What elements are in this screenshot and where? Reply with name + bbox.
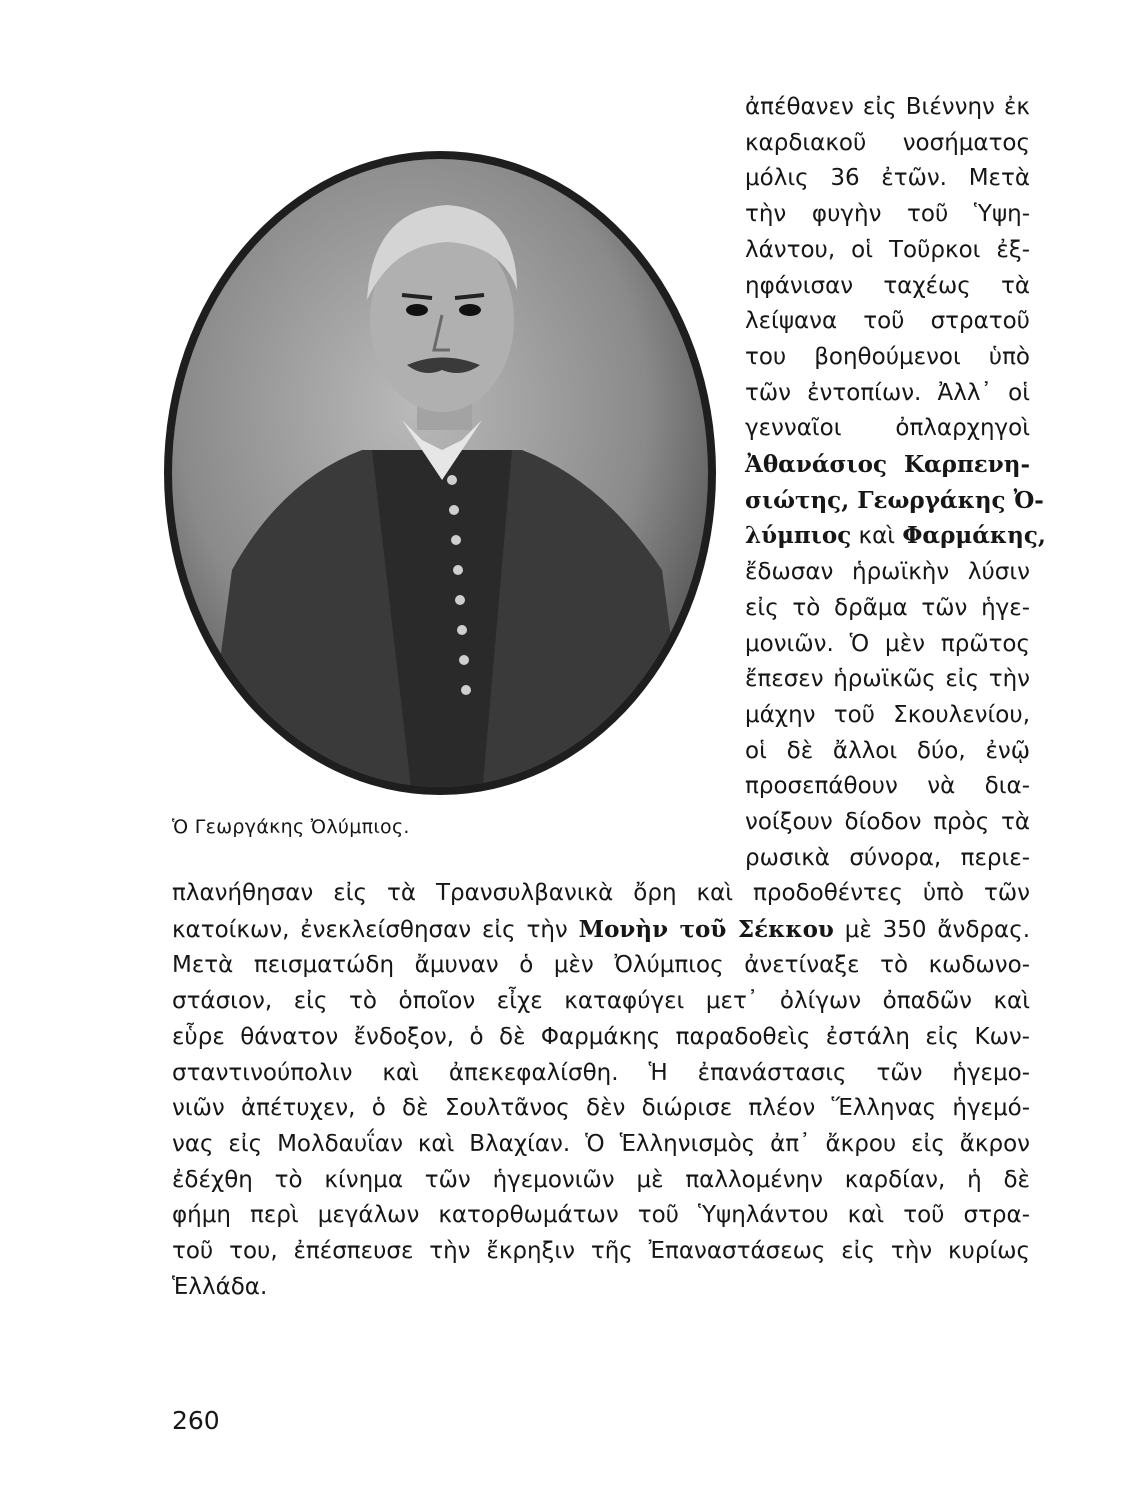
text-line: γενναῖοι ὀπλαρχηγοὶ [745, 415, 1030, 442]
text-line: νας εἰς Μολδαυΐαν καὶ Βλαχίαν. Ὁ Ἑλληνισμὸς ἀπ᾽ ἄκρου εἰς ἄκρον [172, 1130, 1030, 1157]
names-line: Ἀθανάσιος Καρπενη- [745, 451, 1030, 479]
text-line: προσεπάθουν νὰ δια- [745, 773, 1030, 800]
text-line: τοῦ του, ἐπέσπευσε τὴν ἔκρηξιν τῆς Ἐπαναστάσεως εἰς τὴν κυρίως [172, 1238, 1030, 1265]
text-line: οἱ δὲ ἄλλοι δύο, ἐνῷ [745, 737, 1030, 764]
text-line: Μετὰ πεισματώδη ἄμυναν ὁ μὲν Ὀλύμπιος ἀνετίναξε τὸ κωδωνο- [172, 952, 1030, 979]
text-line: μάχην τοῦ Σκουλενίου, [745, 701, 1030, 728]
text-line: καρδιακοῦ νοσήματος [745, 129, 1030, 156]
text-line: λάντου, οἱ Τοῦρκοι ἐξ- [745, 236, 1030, 263]
text-line: σταντινούπολιν καὶ ἀπεκεφαλίσθη. Ἡ ἐπανάστασις τῶν ἡγεμο- [172, 1059, 1030, 1086]
text-line: ἀπέθανεν εἰς Βιέννην ἐκ [745, 94, 1030, 120]
name-olympios: λύμπιος [745, 522, 852, 550]
text-line: ἔδωσαν ἡρωϊκὴν λύσιν [745, 559, 1030, 586]
text-line: νιῶν ἀπέτυχεν, ὁ δὲ Σουλτᾶνος δὲν διώρισε πλέον Ἕλληνας ἡγεμό- [172, 1095, 1030, 1122]
text-segment: κατοίκων, ἐνεκλείσθησαν εἰς τὴν [172, 916, 579, 943]
text-line: λείψανα τοῦ στρατοῦ [745, 308, 1030, 335]
text-line: στάσιον, εἰς τὸ ὁποῖον εἶχε καταφύγει μετ᾽ ὀλίγων ὀπαδῶν καὶ [172, 988, 1030, 1015]
text-segment: μὲ 350 ἄνδρας. [833, 916, 1031, 943]
text-line: τὴν φυγὴν τοῦ Ὑψη- [745, 201, 1030, 228]
text-line: μονιῶν. Ὁ μὲν πρῶτος [745, 630, 1030, 657]
text-line [172, 912, 1030, 949]
text-line: του βοηθούμενοι ὑπὸ [745, 343, 1030, 370]
names-line: σιώτης, Γεωργάκης Ὀ- [745, 486, 1044, 514]
text-line: φήμη περὶ μεγάλων κατορθωμάτων τοῦ Ὑψηλάντου καὶ τοῦ στρα- [172, 1202, 1030, 1229]
text-line: πλανήθησαν εἰς τὰ Τρανσυλβανικὰ ὄρη καὶ προδοθέντες ὑπὸ τῶν [172, 880, 1030, 906]
conjunction: καὶ [851, 523, 903, 550]
text-line: ἐδέχθη τὸ κίνημα τῶν ἡγεμονιῶν μὲ παλλομένην καρδίαν, ἡ δὲ [172, 1166, 1030, 1193]
text-line-last: Ἑλλάδα. [172, 1273, 268, 1300]
text-line: τῶν ἐντοπίων. Ἀλλ᾽ οἱ [745, 379, 1030, 406]
monastery-name: Μονὴν τοῦ Σέκκου [578, 915, 834, 943]
full-width-text [172, 876, 1030, 1305]
text-line: ρωσικὰ σύνορα, περιε- [745, 844, 1030, 871]
text-line: ηφάνισαν ταχέως τὰ [745, 272, 1030, 299]
portrait-illustration [162, 150, 718, 796]
text-line: ἔπεσεν ἡρωϊκῶς εἰς τὴν [745, 666, 1030, 693]
text-line: εὗρε θάνατον ἔνδοξον, ὁ δὲ Φαρμάκης παραδοθεὶς ἐστάλη εἰς Κων- [172, 1023, 1030, 1050]
text-line: εἰς τὸ δρᾶμα τῶν ἡγε- [745, 594, 1030, 621]
names-line [745, 518, 1046, 555]
page-number: 260 [172, 1406, 220, 1435]
name-farmakis: Φαρμάκης, [902, 522, 1046, 550]
text-line: νοίξουν δίοδον πρὸς τὰ [745, 809, 1030, 836]
text-line: μόλις 36 ἐτῶν. Μετὰ [745, 165, 1030, 192]
figure-caption: Ὁ Γεωργάκης Ὀλύμπιος. [172, 816, 410, 838]
right-column-text [745, 90, 1046, 876]
